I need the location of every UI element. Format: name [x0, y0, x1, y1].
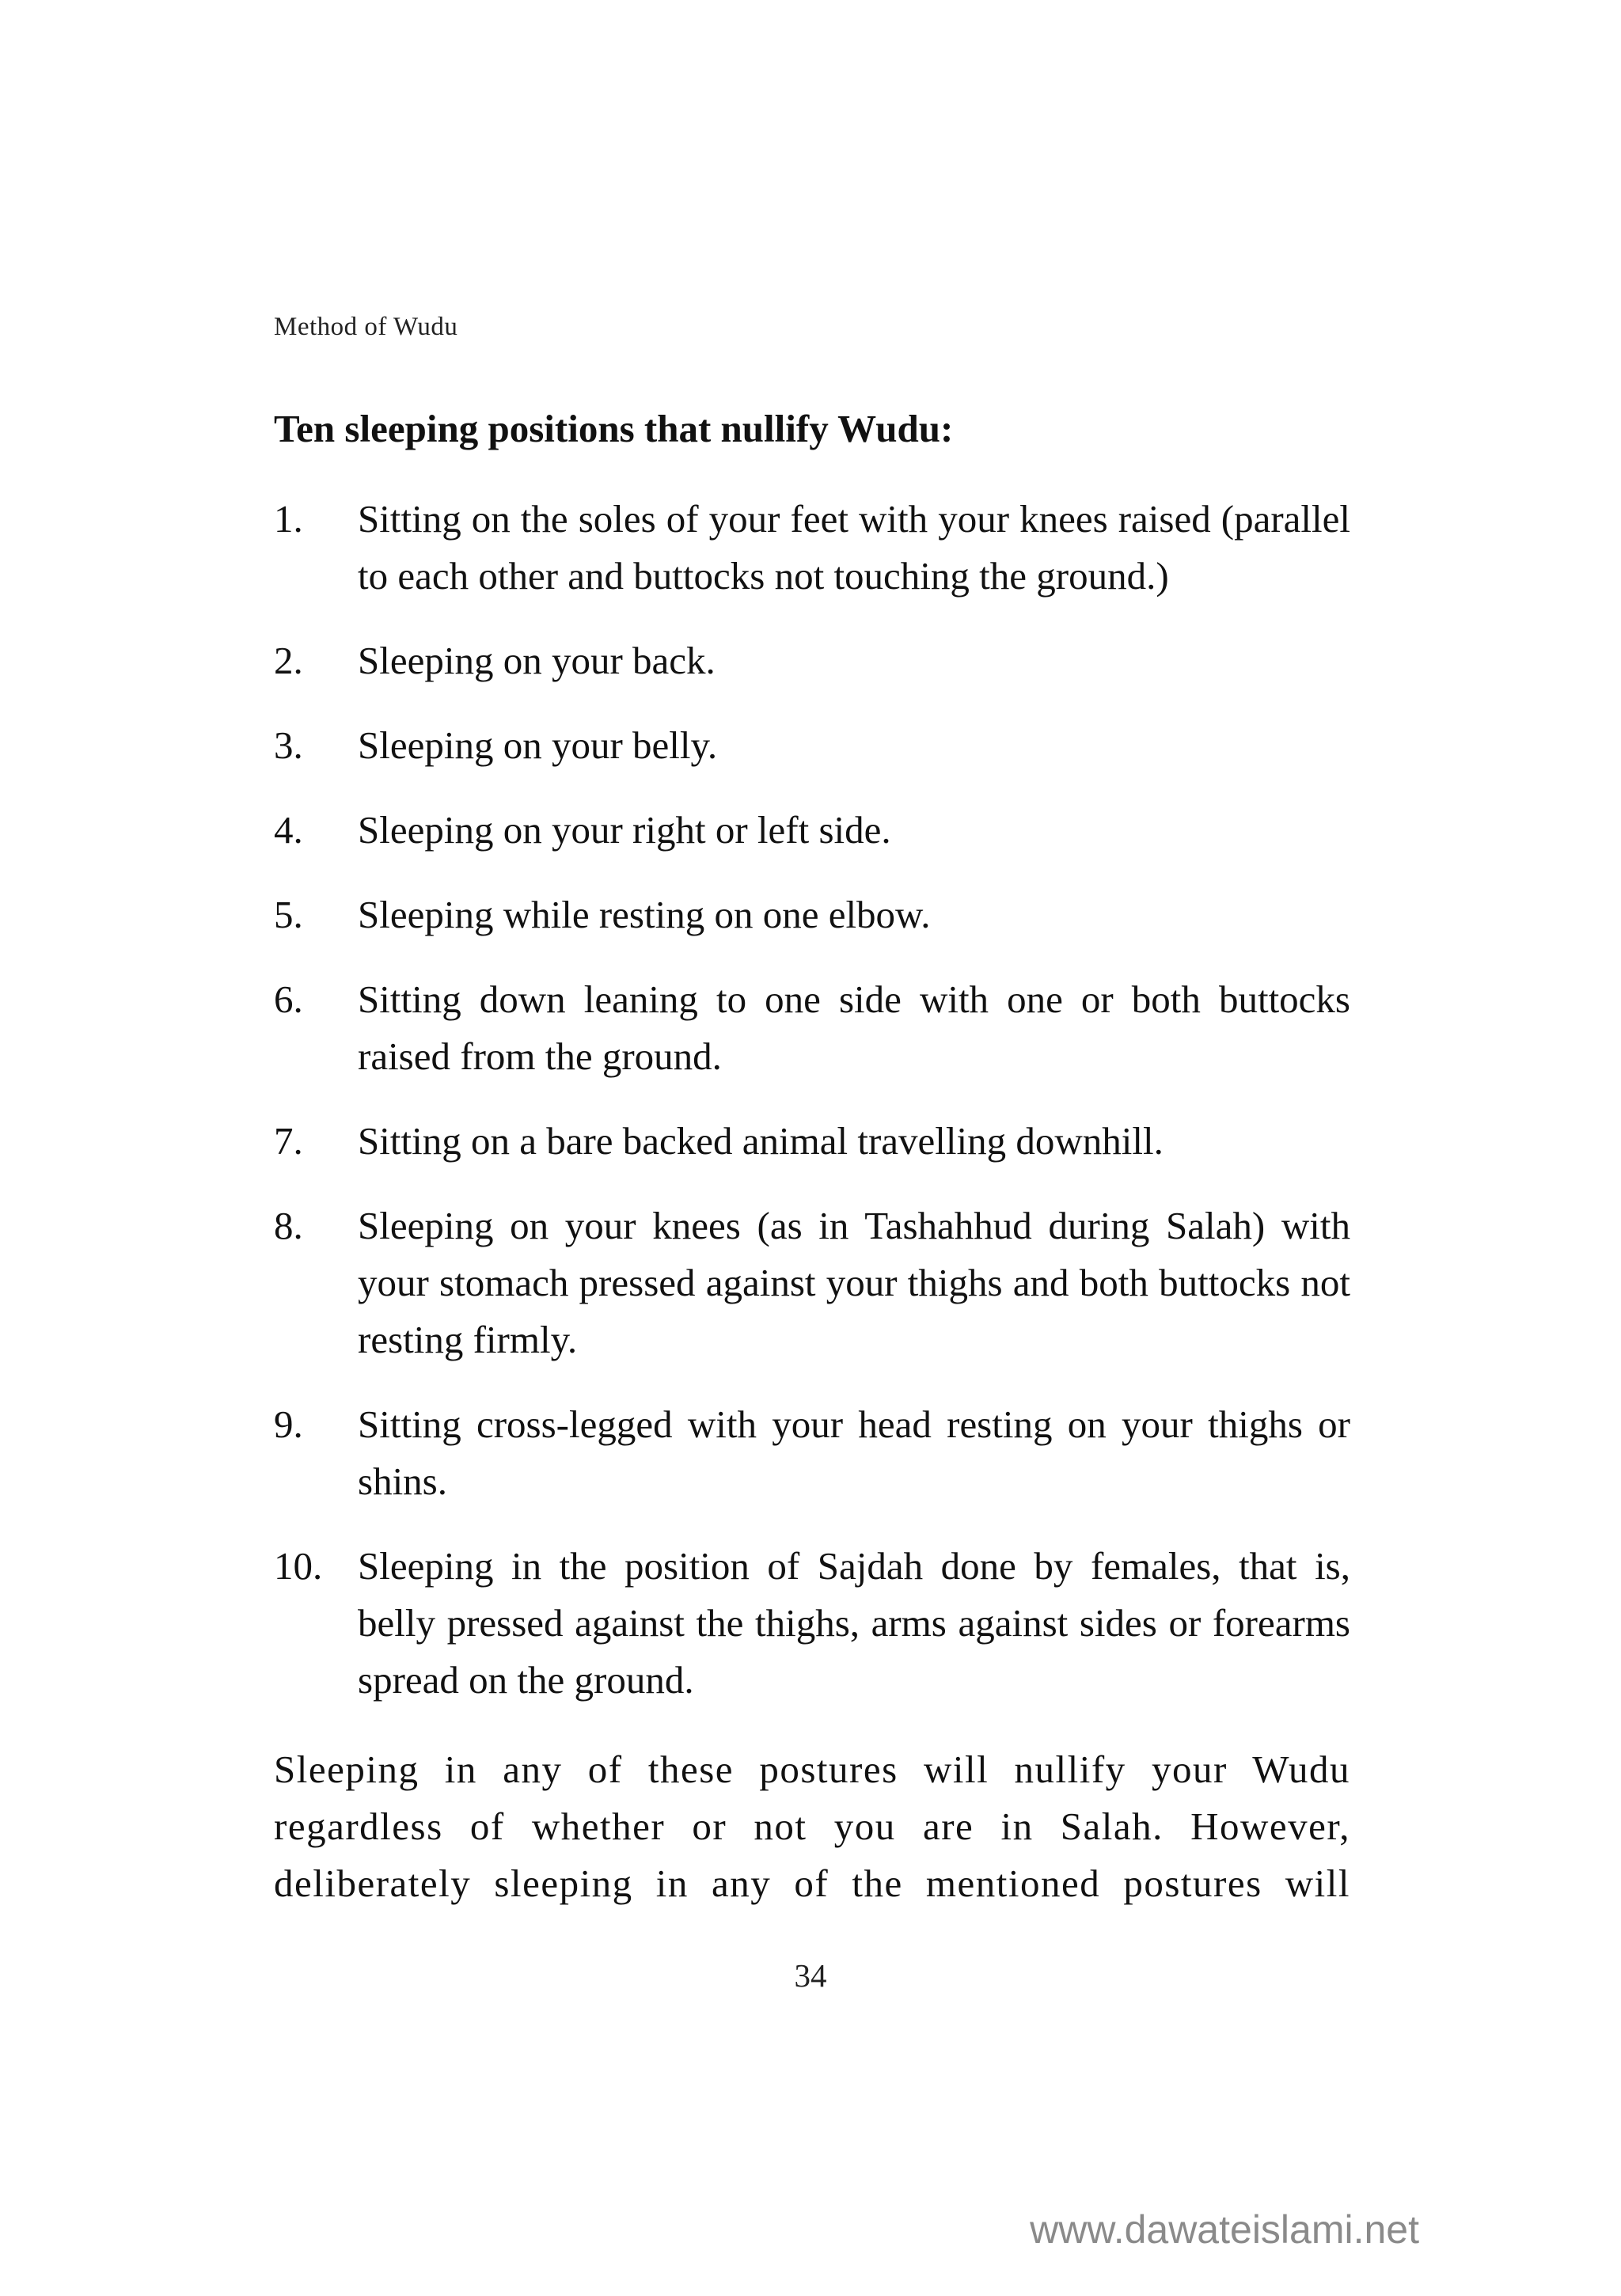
list-item	[274, 1197, 1350, 1368]
list-item-number: 6.	[274, 977, 303, 1021]
list-item	[274, 971, 1350, 1085]
list-item-number: 7.	[274, 1119, 303, 1163]
list-item-text: Sleeping on your right or left side.	[358, 808, 891, 852]
list-item-number: 1.	[274, 497, 303, 541]
list-item-number: 5.	[274, 893, 303, 936]
list-item	[274, 491, 1350, 605]
list-item-number: 9.	[274, 1402, 303, 1446]
website-watermark: www.dawateislami.net	[1030, 2207, 1419, 2252]
list-item-number: 2.	[274, 639, 303, 682]
list-item-number: 8.	[274, 1204, 303, 1247]
sleeping-positions-list	[274, 491, 1350, 1736]
list-item-text: Sitting cross-legged with your head resting on your thighs or shins.	[358, 1402, 1350, 1503]
list-item	[274, 632, 1350, 689]
section-heading: Ten sleeping positions that nullify Wudu:	[274, 407, 954, 450]
list-item	[274, 886, 1350, 943]
list-item-text: Sleeping on your belly.	[358, 723, 718, 767]
list-item-text: Sleeping on your knees (as in Tashahhud during Salah) with your stomach pressed against your thighs and both buttocks not resting firmly.	[358, 1204, 1350, 1361]
list-item-text: Sleeping while resting on one elbow.	[358, 893, 931, 936]
list-item-text: Sitting down leaning to one side with one or both buttocks raised from the ground.	[358, 977, 1350, 1078]
body-paragraph: Sleeping in any of these postures will nullify your Wudu regardless of whether or not you are in Salah. However, deliberately sleeping in any of the mentioned postures will	[274, 1748, 1350, 1905]
list-item	[274, 1113, 1350, 1170]
list-item-number: 10.	[274, 1544, 323, 1588]
list-item	[274, 1396, 1350, 1510]
list-item	[274, 1538, 1350, 1709]
list-item-number: 4.	[274, 808, 303, 852]
page-number: 34	[794, 1957, 827, 1994]
list-item	[274, 802, 1350, 859]
list-item-text: Sitting on a bare backed animal travelling downhill.	[358, 1119, 1164, 1163]
list-item	[274, 717, 1350, 774]
list-item-text: Sleeping in the position of Sajdah done by females, that is, belly pressed against the thighs, arms against sides or forearms spread on the ground.	[358, 1544, 1350, 1702]
running-head-title: Method of Wudu	[274, 313, 458, 341]
list-item-text: Sleeping on your back.	[358, 639, 716, 682]
list-item-text: Sitting on the soles of your feet with your knees raised (parallel to each other and buttocks not touching the ground.)	[358, 497, 1350, 598]
list-item-number: 3.	[274, 723, 303, 767]
